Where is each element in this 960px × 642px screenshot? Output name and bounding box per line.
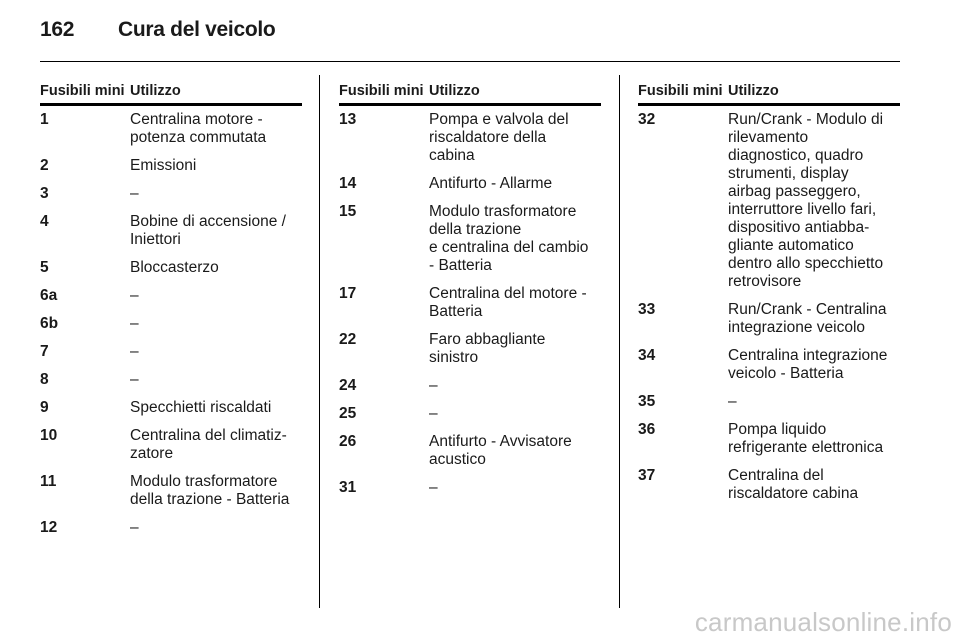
page-title: Cura del veicolo xyxy=(118,18,276,41)
table-row xyxy=(40,343,302,361)
fuse-use: Modulo trasformatore della trazione e centralina del cambio - Batteria xyxy=(429,203,589,274)
table-header xyxy=(40,82,302,106)
fuse-number: 34 xyxy=(638,347,656,364)
fuse-use: Faro abbagliante sinistro xyxy=(429,331,546,366)
fuse-use: Antifurto - Allarme xyxy=(429,175,553,192)
fuse-use: Centralina del motore - Batteria xyxy=(429,285,587,320)
fuse-use: Pompa e valvola del riscaldatore della cabina xyxy=(429,111,569,164)
fuse-number: 26 xyxy=(339,433,357,450)
fuse-use: – xyxy=(429,377,438,394)
fuse-use: Modulo trasformatore della trazione - Batteria xyxy=(130,473,290,508)
page-header xyxy=(40,18,275,42)
table-row xyxy=(339,331,601,367)
fuse-number: 22 xyxy=(339,331,357,348)
fuse-number: 25 xyxy=(339,405,357,422)
fuse-number: 13 xyxy=(339,111,357,128)
fuse-use: – xyxy=(130,519,139,536)
fuse-table-1 xyxy=(40,82,302,547)
fuse-use: Specchietti riscaldati xyxy=(130,399,272,416)
header-use: Utilizzo xyxy=(429,83,480,99)
table-row xyxy=(638,301,900,337)
fuse-number: 36 xyxy=(638,421,656,438)
fuse-number: 9 xyxy=(40,399,49,416)
table-row xyxy=(339,479,601,497)
fuse-use: Centralina motore - potenza commutata xyxy=(130,111,267,146)
page-number: 162 xyxy=(40,18,75,41)
fuse-number: 8 xyxy=(40,371,49,388)
fuse-number: 35 xyxy=(638,393,656,410)
fuse-use: Centralina del climatiz- zatore xyxy=(130,427,287,462)
fuse-number: 7 xyxy=(40,343,49,360)
table-row xyxy=(40,259,302,277)
fuse-number: 11 xyxy=(40,473,57,490)
fuse-number: 6b xyxy=(40,315,59,332)
fuse-number: 2 xyxy=(40,157,49,174)
fuse-use: Centralina integrazione veicolo - Batteria xyxy=(728,347,888,382)
fuse-use: – xyxy=(429,405,438,422)
fuse-table-3 xyxy=(638,82,900,513)
watermark: carmanualsonline.info xyxy=(694,607,952,637)
table-row xyxy=(638,467,900,503)
table-row xyxy=(339,285,601,321)
fuse-use: Emissioni xyxy=(130,157,197,174)
table-row xyxy=(40,371,302,389)
fuse-use: – xyxy=(130,287,139,304)
fuse-use: – xyxy=(130,371,139,388)
fuse-use: Bloccasterzo xyxy=(130,259,219,276)
fuse-use: – xyxy=(728,393,737,410)
fuse-use: – xyxy=(429,479,438,496)
table-row xyxy=(40,287,302,305)
header-use: Utilizzo xyxy=(130,83,181,99)
table-row xyxy=(40,399,302,417)
table-header xyxy=(638,82,900,106)
table-row xyxy=(339,203,601,275)
table-row xyxy=(40,315,302,333)
header-use: Utilizzo xyxy=(728,83,779,99)
table-row xyxy=(40,185,302,203)
fuse-use: Bobine di accensione / Iniettori xyxy=(130,213,286,248)
fuse-number: 4 xyxy=(40,213,49,230)
fuse-number: 10 xyxy=(40,427,58,444)
fuse-use: Pompa liquido refrigerante elettronica xyxy=(728,421,884,456)
table-row xyxy=(638,421,900,457)
column-divider xyxy=(319,75,320,608)
table-row xyxy=(638,393,900,411)
fuse-number: 1 xyxy=(40,111,49,128)
table-row xyxy=(40,473,302,509)
fuse-number: 14 xyxy=(339,175,357,192)
fuse-use: Run/Crank - Centralina integrazione veicolo xyxy=(728,301,887,336)
fuse-use: – xyxy=(130,315,139,332)
fuse-number: 12 xyxy=(40,519,58,536)
table-row xyxy=(339,111,601,165)
fuse-number: 15 xyxy=(339,203,357,220)
fuse-number: 17 xyxy=(339,285,357,302)
fuse-number: 37 xyxy=(638,467,656,484)
fuse-use: – xyxy=(130,343,139,360)
table-row xyxy=(339,405,601,423)
header-fuse: Fusibili mini xyxy=(339,83,424,99)
header-fuse: Fusibili mini xyxy=(638,83,723,99)
fuse-use: – xyxy=(130,185,139,202)
fuse-number: 5 xyxy=(40,259,49,276)
fuse-number: 33 xyxy=(638,301,656,318)
table-row xyxy=(40,519,302,537)
table-row xyxy=(638,347,900,383)
fuse-number: 6a xyxy=(40,287,58,304)
table-row xyxy=(339,175,601,193)
fuse-use: Centralina del riscaldatore cabina xyxy=(728,467,859,502)
header-rule xyxy=(40,61,900,62)
table-row xyxy=(40,427,302,463)
table-row xyxy=(339,377,601,395)
table-row xyxy=(339,433,601,469)
column-divider xyxy=(619,75,620,608)
table-row xyxy=(40,111,302,147)
table-row xyxy=(40,157,302,175)
fuse-number: 32 xyxy=(638,111,656,128)
fuse-number: 3 xyxy=(40,185,49,202)
fuse-use: Antifurto - Avvisatore acustico xyxy=(429,433,572,468)
fuse-table-2 xyxy=(339,82,601,507)
header-fuse: Fusibili mini xyxy=(40,83,125,99)
fuse-number: 31 xyxy=(339,479,357,496)
table-row xyxy=(40,213,302,249)
fuse-number: 24 xyxy=(339,377,357,394)
table-header xyxy=(339,82,601,106)
table-row xyxy=(638,111,900,291)
fuse-use: Run/Crank - Modulo di rilevamento diagnostico, quadro strumenti, display airbag passeggero, interruttore livello fari, dispositivo antiabba- gliante automatico dentro allo specchietto retrovisore xyxy=(728,111,884,290)
